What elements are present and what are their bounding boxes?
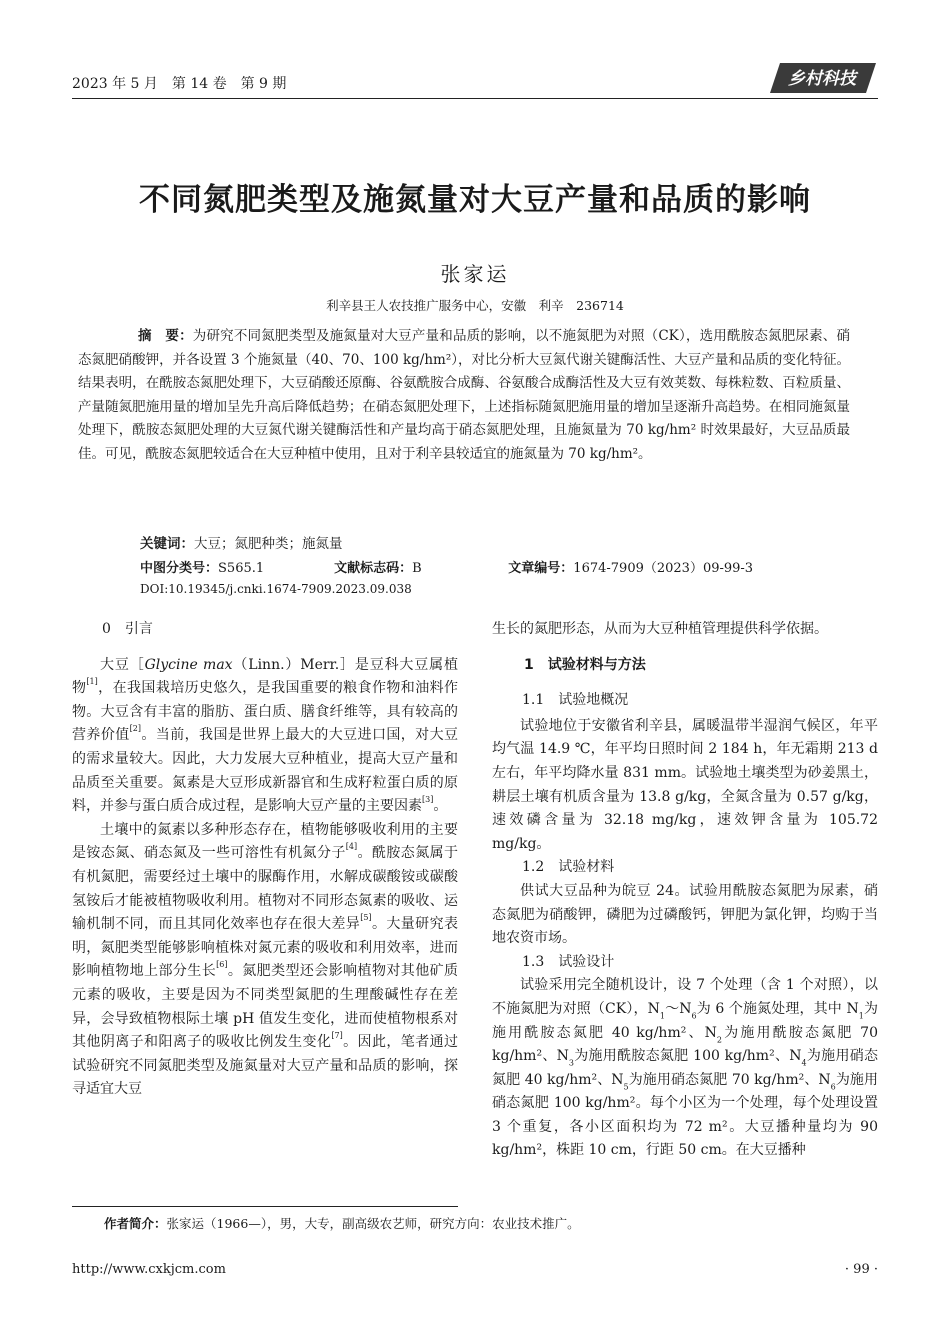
footnote-text: 张家运（1966—），男，大专，副高级农艺师，研究方向：农业技术推广。 bbox=[166, 1216, 580, 1231]
keywords-text: 大豆；氮肥种类；施氮量 bbox=[194, 536, 343, 552]
article-no-label: 文章编号： bbox=[508, 561, 574, 576]
left-column bbox=[72, 618, 458, 1102]
affiliation: 利辛县王人农技推广服务中心，安徽 利辛 236714 bbox=[326, 298, 624, 313]
paper-title: 不同氮肥类型及施氮量对大豆产量和品质的影响 bbox=[139, 182, 811, 218]
clc-value: S565.1 bbox=[218, 561, 265, 576]
paragraph-continued: 生长的氮肥形态，从而为大豆种植管理提供科学依据。 bbox=[492, 621, 828, 637]
journal-issue: 2023 年 5 月 第 14 卷 第 9 期 bbox=[72, 76, 287, 92]
doc-code-value: B bbox=[412, 561, 422, 576]
subsection-1-1: 1.1 试验地概况 bbox=[522, 692, 629, 709]
header-rule bbox=[72, 98, 878, 99]
page-number: · 99 · bbox=[844, 1262, 878, 1277]
paragraph-intro-1: 大豆［Glycine max（Linn.）Merr.］是豆科大豆属植物[1]，在我国栽培历史悠久，是我国重要的粮食作物和油料作物。大豆含有丰富的脂肪、蛋白质、膳食纤维等，具有较高的营养价值[2]。当前，我国是世界上最大的大豆进口国，对大豆的需求量较大。因此，大力发展大豆种植业，提高大豆产量和品质至关重要。氮素是大豆形成新器官和生成籽粒蛋白质的原料，并参与蛋白质合成过程，是影响大豆产量的主要因素[3]。 bbox=[72, 656, 459, 815]
author-name: 张家运 bbox=[440, 262, 510, 286]
paragraph-site: 试验地位于安徽省利辛县，属暖温带半湿润气候区，年平均气温 14.9 ℃，年平均日照时间 2 184 h，年无霜期 213 d 左右，年平均降水量 831 mm。试验地土壤类型为砂姜黑土，耕层土壤有机质含量为 13.8 g/kg，全氮含量为 0.57 g/kg，速效磷含量为 32.18 mg/kg，速效钾含量为 105.72 mg/kg。 bbox=[492, 717, 878, 852]
journal-logo bbox=[770, 63, 876, 93]
logo-text: 乡村科技 bbox=[788, 69, 856, 89]
keywords bbox=[140, 532, 343, 552]
ref-3: [3] bbox=[422, 795, 434, 805]
subsection-1-2: 1.2 试验材料 bbox=[522, 859, 615, 876]
author-footnote bbox=[104, 1214, 580, 1232]
scientific-name: Glycine max bbox=[144, 656, 233, 673]
footnote-label: 作者简介： bbox=[104, 1216, 167, 1231]
right-column bbox=[492, 618, 878, 1163]
ref-5: [5] bbox=[360, 913, 372, 923]
abstract-label: 摘 要： bbox=[138, 328, 193, 344]
section-heading-0: 0 引言 bbox=[102, 621, 153, 637]
ref-6: [6] bbox=[216, 960, 228, 970]
ref-1: [1] bbox=[86, 677, 98, 687]
paragraph-design: 试验采用完全随机设计，设 7 个处理（含 1 个对照），以不施氮肥为对照（CK），N1～N6为 6 个施氮处理，其中 N1为施用酰胺态氮肥 40 kg/hm²、N2为施用酰胺态氮肥 70 kg/hm²、N3为施用酰胺态氮肥 100 kg/hm²、N4为施用硝态氮肥 40 kg/hm²、N5为施用硝态氮肥 70 kg/hm²、N6为施用硝态氮肥 100 kg/hm²。每个小区为一个处理，每个处理设置 3 个重复，各小区面积均为 72 m²。大豆播种量均为 90 kg/hm²，株距 10 cm，行距 50 cm。在大豆播种 bbox=[492, 977, 879, 1159]
paragraph-intro-2: 土壤中的氮素以多种形态存在，植物能够吸收利用的主要是铵态氮、硝态氮及一些可溶性有机氮分子[4]。酰胺态氮属于有机氮肥，需要经过土壤中的脲酶作用，水解成碳酸铵或碳酸氢铵后才能被植物吸收利用。植物对不同形态氮素的吸收、运输机制不同，而且其同化效率也存在很大差异[5]。大量研究表明，氮肥类型能够影响植株对氮元素的吸收和利用效率，进而影响植物地上部分生长[6]。氮肥类型还会影响植物对其他矿质元素的吸收，主要是因为不同类型氮肥的生理酸碱性存在差异，会导致植物根际土壤 pH 值发生变化，进而使植物根系对其他阴离子和阳离子的吸收比例发生变化[7]。因此，笔者通过试验研究不同氮肥类型及施氮量对大豆产量和品质的影响，探寻适宜大豆 bbox=[72, 821, 459, 1098]
subsection-1-3: 1.3 试验设计 bbox=[522, 953, 615, 970]
clc-label: 中图分类号： bbox=[140, 561, 219, 576]
section-heading-1: 1 试验材料与方法 bbox=[524, 656, 646, 673]
journal-url[interactable]: http://www.cxkjcm.com bbox=[72, 1262, 226, 1277]
doi: DOI:10.19345/j.cnki.1674-7909.2023.09.038 bbox=[140, 582, 412, 596]
ref-2: [2] bbox=[129, 724, 141, 734]
ref-4: [4] bbox=[345, 842, 358, 852]
doc-code-label: 文献标志码： bbox=[334, 561, 413, 576]
paragraph-materials: 供试大豆品种为皖豆 24。试验用酰胺态氮肥为尿素，硝态氮肥为硝酸钾，磷肥为过磷酸钙，钾肥为氯化钾，均购于当地农资市场。 bbox=[492, 882, 878, 947]
ref-7: [7] bbox=[331, 1031, 343, 1041]
article-no-value: 1674-7909（2023）09-99-3 bbox=[573, 561, 754, 576]
abstract-text: 为研究不同氮肥类型及施氮量对大豆产量和品质的影响，以不施氮肥为对照（CK），选用酰胺态氮肥尿素、硝态氮肥硝酸钾，并各设置 3 个施氮量（40、70、100 kg/hm²），对比分析大豆氮代谢关键酶活性、大豆产量和品质的变化特征。结果表明，在酰胺态氮肥处理下，大豆硝酸还原酶、谷氨酰胺合成酶、谷氨酸合成酶活性及大豆有效荚数、每株粒数、百粒质量、产量随氮肥施用量的增加呈先升高后降低趋势；在硝态氮肥处理下，上述指标随氮肥施用量的增加呈逐渐升高趋势。在相同施氮量处理下，酰胺态氮肥处理的大豆氮代谢关键酶活性和产量均高于硝态氮肥处理，且施氮量为 70 kg/hm² 时效果最好，大豆品质最佳。可见，酰胺态氮肥较适合在大豆种植中使用，且对于利辛县较适宜的施氮量为 70 kg/hm²。 bbox=[78, 328, 851, 462]
footnote-rule bbox=[72, 1206, 458, 1207]
classification-line bbox=[140, 557, 860, 576]
abstract bbox=[78, 325, 850, 466]
keywords-label: 关键词： bbox=[140, 536, 194, 552]
